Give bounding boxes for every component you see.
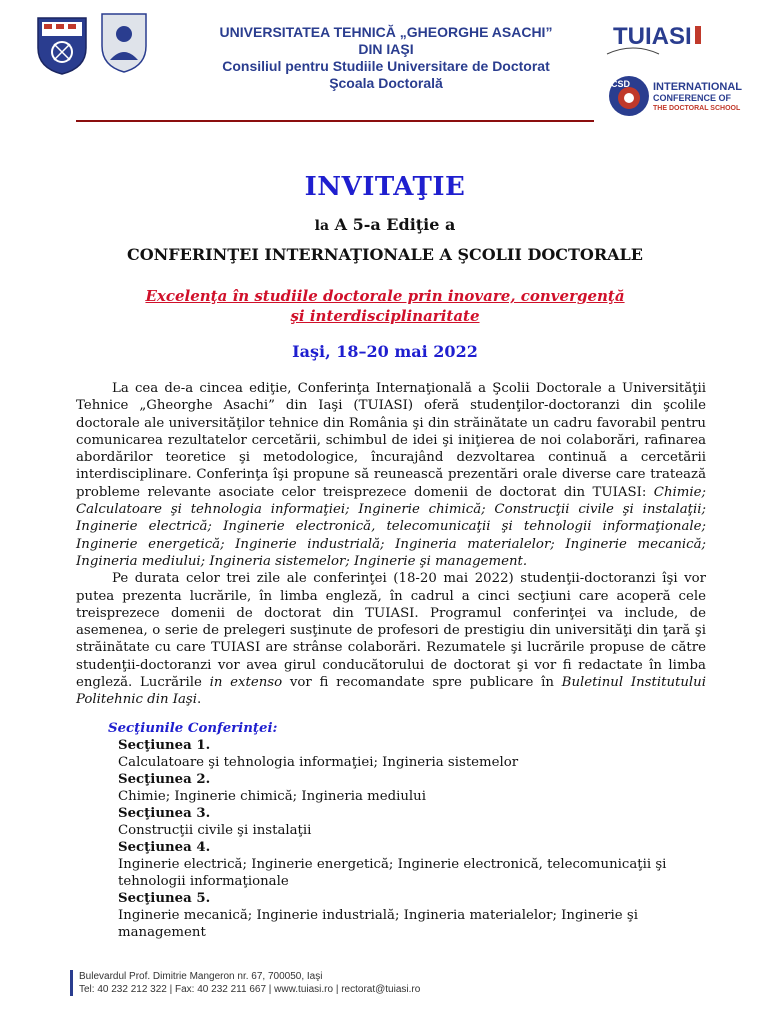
footer-contact-line: Tel: 40 232 212 322 | Fax: 40 232 211 667 | www.tuiasi.ro | rectorat@tuiasi.ro	[79, 984, 421, 995]
section-item	[108, 890, 728, 941]
paragraph-2	[76, 570, 706, 708]
section-desc: Calculatoare şi tehnologia informaţiei; Ingineria sistemelor	[118, 755, 519, 770]
section-item	[108, 839, 728, 890]
section-item	[108, 737, 728, 771]
school-name: Şcoala Doctorală	[329, 75, 443, 91]
conference-motto	[0, 286, 770, 326]
university-crest-icon	[34, 14, 90, 76]
icds-line-2: CONFERENCE OF	[653, 93, 732, 103]
invitation-title: INVITAŢIE	[304, 172, 466, 202]
edition-text: A 5-a Ediţie a	[334, 215, 456, 234]
in-extenso: in extenso	[209, 675, 283, 691]
conference-name: CONFERINŢEI INTERNAŢIONALE A ŞCOLII DOCTORALE	[126, 245, 643, 264]
invitation-body	[76, 380, 706, 709]
section-name: Secţiunea 1.	[118, 738, 211, 753]
section-desc: Construcţii civile şi instalaţii	[118, 823, 312, 838]
journal-name: Buletinul Institutului Politehnic din Iaşi	[76, 675, 706, 708]
section-item	[108, 805, 728, 839]
section-desc: Chimie; Inginerie chimică; Ingineria mediului	[118, 789, 427, 804]
paragraph-2-mid: vor fi recomandate spre publicare în	[282, 675, 562, 691]
paragraph-2-main: Pe durata celor trei zile ale conferinţei (18-20 mai 2022) studenţii-doctoranzi îşi vor putea prezenta lucrările, în limba engleză, în cadrul a cinci secţiuni care acoperă cele treisprezece domenii de doctorat din TUIASI. Programul conferinţei va include, de asemenea, o serie de prelegeri susţinute de profesori de prestigiu din universităţi din ţară şi străinătate cu care TUIASI are strânse colaborări. Rezumatele şi lucrările propuse de către studenţii-doctoranzi vor avea girul conducătorului de doctorat şi vor fi redactate în limba engleză. Lucrările	[76, 571, 706, 691]
letterhead-text	[196, 24, 576, 92]
university-city: DIN IAŞI	[358, 41, 414, 57]
council-name: Consiliul pentru Studiile Universitare de Doctorat	[222, 58, 550, 74]
motto-line-1: Excelenţa în studiile doctorale prin inovare, convergenţă	[145, 287, 625, 305]
sections-heading: Secţiunile Conferinţei:	[108, 721, 278, 736]
university-name: UNIVERSITATEA TEHNICĂ „GHEORGHE ASACHI”	[219, 24, 553, 40]
tuiasi-logo-icon	[603, 20, 715, 66]
domain-list: Chimie; Calculatoare şi tehnologia informaţiei; Inginerie chimică; Construcţii civile şi instalaţii; Inginerie electrică; Inginerie electronică, telecomunicaţii şi tehnologii informaţionale; Inginerie energetică; Inginerie industrială; Ingineria materialelor; Inginerie mecanică; Ingineria mediului; Ingineria sistemelor; Inginerie şi management.	[76, 484, 706, 569]
motto-line-2: şi interdisciplinaritate	[290, 307, 480, 325]
section-desc: Inginerie electrică; Inginerie energetică; Inginerie electronică, telecomunicaţii şi tehnologii informaţionale	[118, 857, 667, 889]
section-name: Secţiunea 3.	[118, 806, 211, 821]
section-item	[108, 771, 728, 805]
conference-date: Iaşi, 18–20 mai 2022	[292, 342, 478, 361]
edition-prefix: la	[314, 218, 330, 234]
asachi-portrait-seal-icon	[96, 10, 152, 74]
icds-line-3: THE DOCTORAL SCHOOL	[653, 105, 741, 112]
csd-mark: CSD	[611, 79, 631, 89]
paragraph-1-intro: La cea de-a cincea ediţie, Conferinţa Internaţională a Şcolii Doctorale a Universităţii Tehnice „Gheorghe Asachi” din Iaşi (TUIASI) oferă studenţilor-doctoranzi din şcolile doctorale ale universităţilor tehnice din România şi din străinătate un cadru favorabil pentru comunicarea rezultatelor cercetării, schimbul de idei şi iniţierea de noi colaborări, rafinarea abordărilor teoretice şi metodologice, încurajând dezvoltarea continuă a cercetării interdisciplinare. Conferinţa îşi propune să reunească prezentări orale diverse care tratează probleme relevante asociate celor treisprezece domenii de doctorat din TUIASI:	[76, 381, 706, 500]
header-divider	[76, 120, 594, 122]
paragraph-1	[76, 380, 706, 570]
section-desc: Inginerie mecanică; Inginerie industrială; Ingineria materialelor; Inginerie şi management	[118, 908, 638, 940]
edition-line	[0, 215, 770, 234]
letterhead	[0, 0, 770, 125]
section-name: Secţiunea 5.	[118, 891, 211, 906]
icds-line-1: INTERNATIONAL	[653, 81, 743, 93]
footer-address: Bulevardul Prof. Dimitrie Mangeron nr. 67, 700050, Iaşi	[79, 971, 323, 982]
paragraph-2-end: .	[197, 692, 202, 708]
conference-sections	[108, 720, 728, 941]
icds-conference-logo-icon	[603, 72, 753, 118]
footer-contact	[70, 970, 529, 996]
section-name: Secţiunea 2.	[118, 772, 211, 787]
section-name: Secţiunea 4.	[118, 840, 211, 855]
tuiasi-logo-text: TUIASI	[613, 23, 692, 50]
